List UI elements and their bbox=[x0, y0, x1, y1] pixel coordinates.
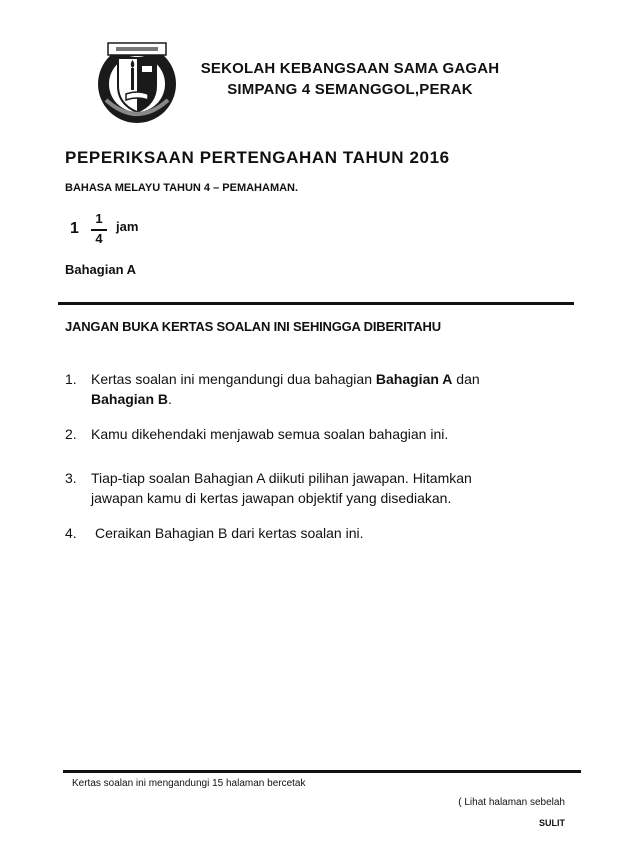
instruction-text: dan bbox=[452, 371, 480, 387]
divider-top bbox=[58, 302, 574, 305]
instruction-bold: Bahagian A bbox=[375, 371, 453, 387]
divider-bottom bbox=[63, 770, 581, 773]
instruction-item bbox=[91, 369, 480, 409]
exam-subject: BAHASA MELAYU TAHUN 4 – PEMAHAMAN. bbox=[65, 182, 299, 194]
instruction-text: Tiap-tiap soalan Bahagian A diikuti pilihan jawapan. Hitamkan bbox=[91, 470, 472, 486]
instruction-number: 2. bbox=[65, 426, 77, 442]
school-location: SIMPANG 4 SEMANGGOL,PERAK bbox=[227, 81, 473, 98]
warning-notice: JANGAN BUKA KERTAS SOALAN INI SEHINGGA DIBERITAHU bbox=[65, 319, 441, 334]
exam-title: PEPERIKSAAN PERTENGAHAN TAHUN 2016 bbox=[65, 148, 450, 167]
duration-whole: 1 bbox=[70, 220, 79, 237]
page-count-note: Kertas soalan ini mengandungi 15 halaman bercetak bbox=[72, 778, 306, 789]
school-logo bbox=[96, 40, 178, 124]
instruction-bold: Bahagian B bbox=[91, 391, 169, 407]
instruction-text: jawapan kamu di kertas jawapan objektif yang disediakan. bbox=[91, 490, 452, 506]
instruction-number: 3. bbox=[65, 470, 77, 486]
instruction-text: Kertas soalan ini mengandungi dua bahagian bbox=[91, 371, 376, 387]
instruction-number: 1. bbox=[65, 371, 77, 387]
instruction-text: Kamu dikehendaki menjawab semua soalan bahagian ini. bbox=[91, 426, 449, 442]
duration-unit: jam bbox=[116, 219, 139, 234]
school-name: SEKOLAH KEBANGSAAN SAMA GAGAH bbox=[200, 60, 500, 77]
section-label: Bahagian A bbox=[65, 262, 137, 277]
instruction-text: . bbox=[168, 391, 172, 407]
classification-label: SULIT bbox=[539, 818, 565, 828]
duration-numerator: 1 bbox=[95, 211, 103, 226]
instruction-number: 4. bbox=[65, 525, 77, 541]
duration-denominator: 4 bbox=[95, 231, 103, 246]
next-page-note: ( Lihat halaman sebelah bbox=[458, 797, 565, 808]
instruction-item bbox=[91, 468, 472, 508]
school-header bbox=[180, 58, 520, 100]
instruction-text: Ceraikan Bahagian B dari kertas soalan ini. bbox=[95, 525, 364, 541]
